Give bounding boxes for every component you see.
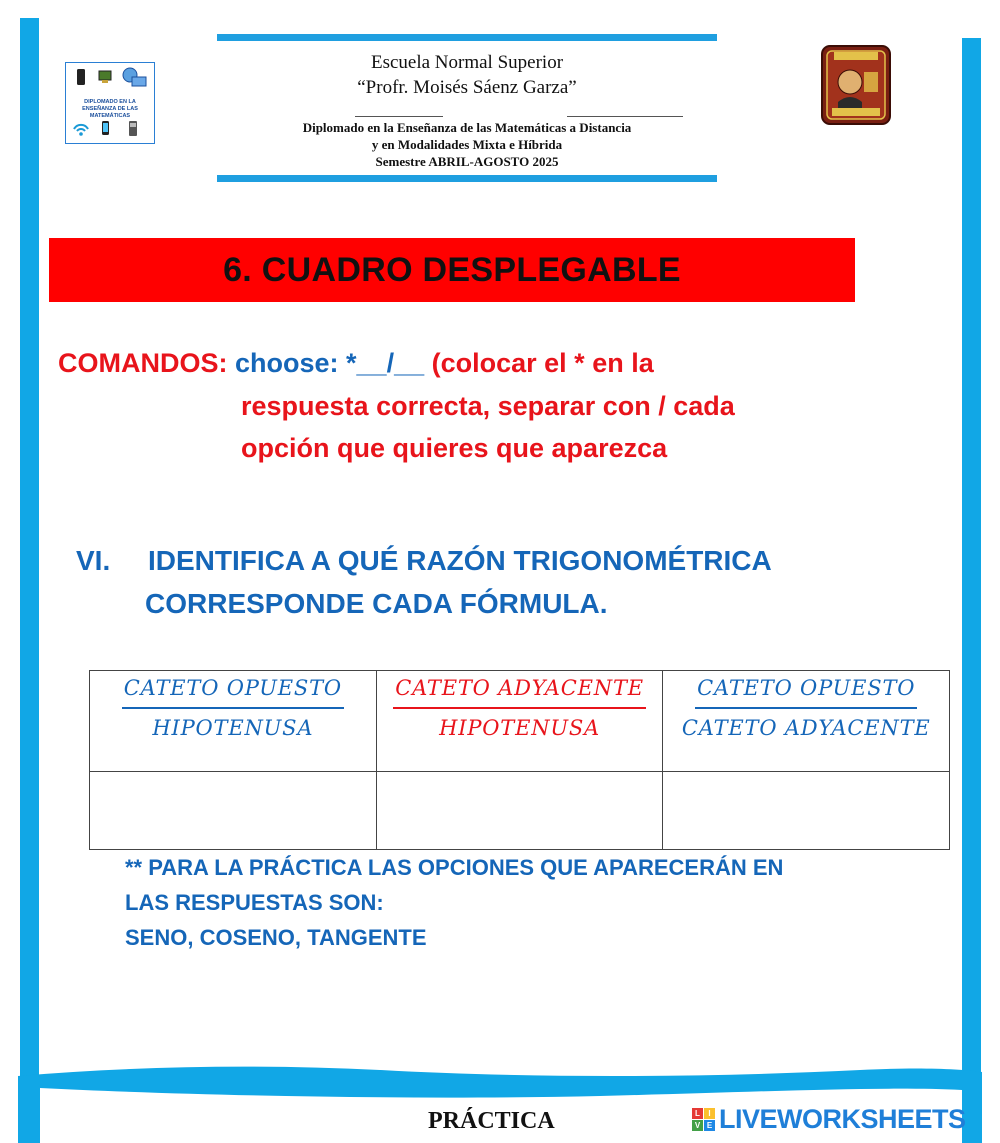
commands-line-2: respuesta correcta, separar con / cada	[241, 391, 735, 421]
liveworksheets-logo-icon	[692, 1108, 715, 1131]
program-line-1: Diplomado en la Enseñanza de las Matemáticas a Distancia	[302, 120, 632, 135]
formula-cell-2	[376, 671, 663, 772]
section-banner	[49, 238, 855, 302]
commands-line-1-rest: (colocar el * en la	[431, 348, 654, 378]
commands-line-1	[58, 348, 654, 379]
diplomado-logo-text: DIPLOMADO EN LA ENSEÑANZA DE LAS MATEMÁTICAS	[82, 99, 138, 119]
program-line-2: y en Modalidades Mixta e Híbrida	[371, 137, 563, 152]
frame-left-bar	[20, 18, 39, 1083]
section-title-line-1	[76, 545, 772, 577]
answer-row	[90, 772, 950, 850]
brand-tile-i: I	[704, 1108, 715, 1119]
header-rule-right	[567, 116, 683, 117]
section-title-text-1: IDENTIFICA A QUÉ RAZÓN TRIGONOMÉTRICA	[148, 545, 772, 576]
program-line-3: Semestre ABRIL-AGOSTO 2025	[375, 154, 559, 169]
formula-table	[89, 670, 950, 850]
fraction-1	[90, 671, 376, 743]
brand-tile-e: E	[704, 1120, 715, 1131]
diplomado-logo	[65, 62, 155, 144]
note-line-1: ** PARA LA PRÁCTICA LAS OPCIONES QUE APARECERÁN EN	[125, 855, 784, 880]
answer-cell-1[interactable]	[90, 772, 377, 850]
commands-syntax: choose: *__/__	[235, 348, 425, 378]
banner-title: 6. CUADRO DESPLEGABLE	[223, 250, 681, 289]
brand-tile-l: L	[692, 1108, 703, 1119]
footer-practice-label: PRÁCTICA	[428, 1108, 555, 1134]
fraction-1-numerator: CATETO OPUESTO	[122, 673, 344, 709]
fraction-2-denominator: HIPOTENUSA	[439, 716, 601, 740]
answer-cell-2[interactable]	[376, 772, 663, 850]
fraction-3	[663, 671, 949, 743]
fraction-3-numerator: CATETO OPUESTO	[695, 673, 917, 709]
escuela-seal-logo	[820, 44, 892, 126]
header-bottom-rule	[217, 175, 717, 182]
commands-label: COMANDOS:	[58, 348, 228, 378]
frame-right-bar	[962, 38, 981, 1083]
school-name: Escuela Normal Superior	[370, 52, 564, 73]
section-number: VI.	[76, 545, 111, 576]
header-rule-left	[355, 116, 443, 117]
section-title-line-2: CORRESPONDE CADA FÓRMULA.	[145, 588, 608, 619]
fraction-1-denominator: HIPOTENUSA	[152, 716, 314, 740]
header-box	[217, 34, 717, 182]
fraction-2-numerator: CATETO ADYACENTE	[393, 673, 646, 709]
formula-row	[90, 671, 950, 772]
note-line-2: LAS RESPUESTAS SON:	[125, 890, 384, 915]
liveworksheets-wordmark: LIVEWORKSHEETS	[719, 1104, 966, 1134]
header-top-rule	[217, 34, 717, 41]
liveworksheets-brand[interactable]	[692, 1104, 966, 1135]
formula-cell-3	[663, 671, 950, 772]
school-person: “Profr. Moisés Sáenz Garza”	[357, 77, 577, 98]
answer-cell-3[interactable]	[663, 772, 950, 850]
formula-cell-1	[90, 671, 377, 772]
note-line-3: SENO, COSENO, TANGENTE	[125, 925, 427, 950]
brand-tile-v: V	[692, 1120, 703, 1131]
fraction-3-denominator: CATETO ADYACENTE	[681, 716, 931, 740]
commands-line-3: opción que quieres que aparezca	[241, 433, 668, 463]
fraction-2	[377, 671, 663, 743]
